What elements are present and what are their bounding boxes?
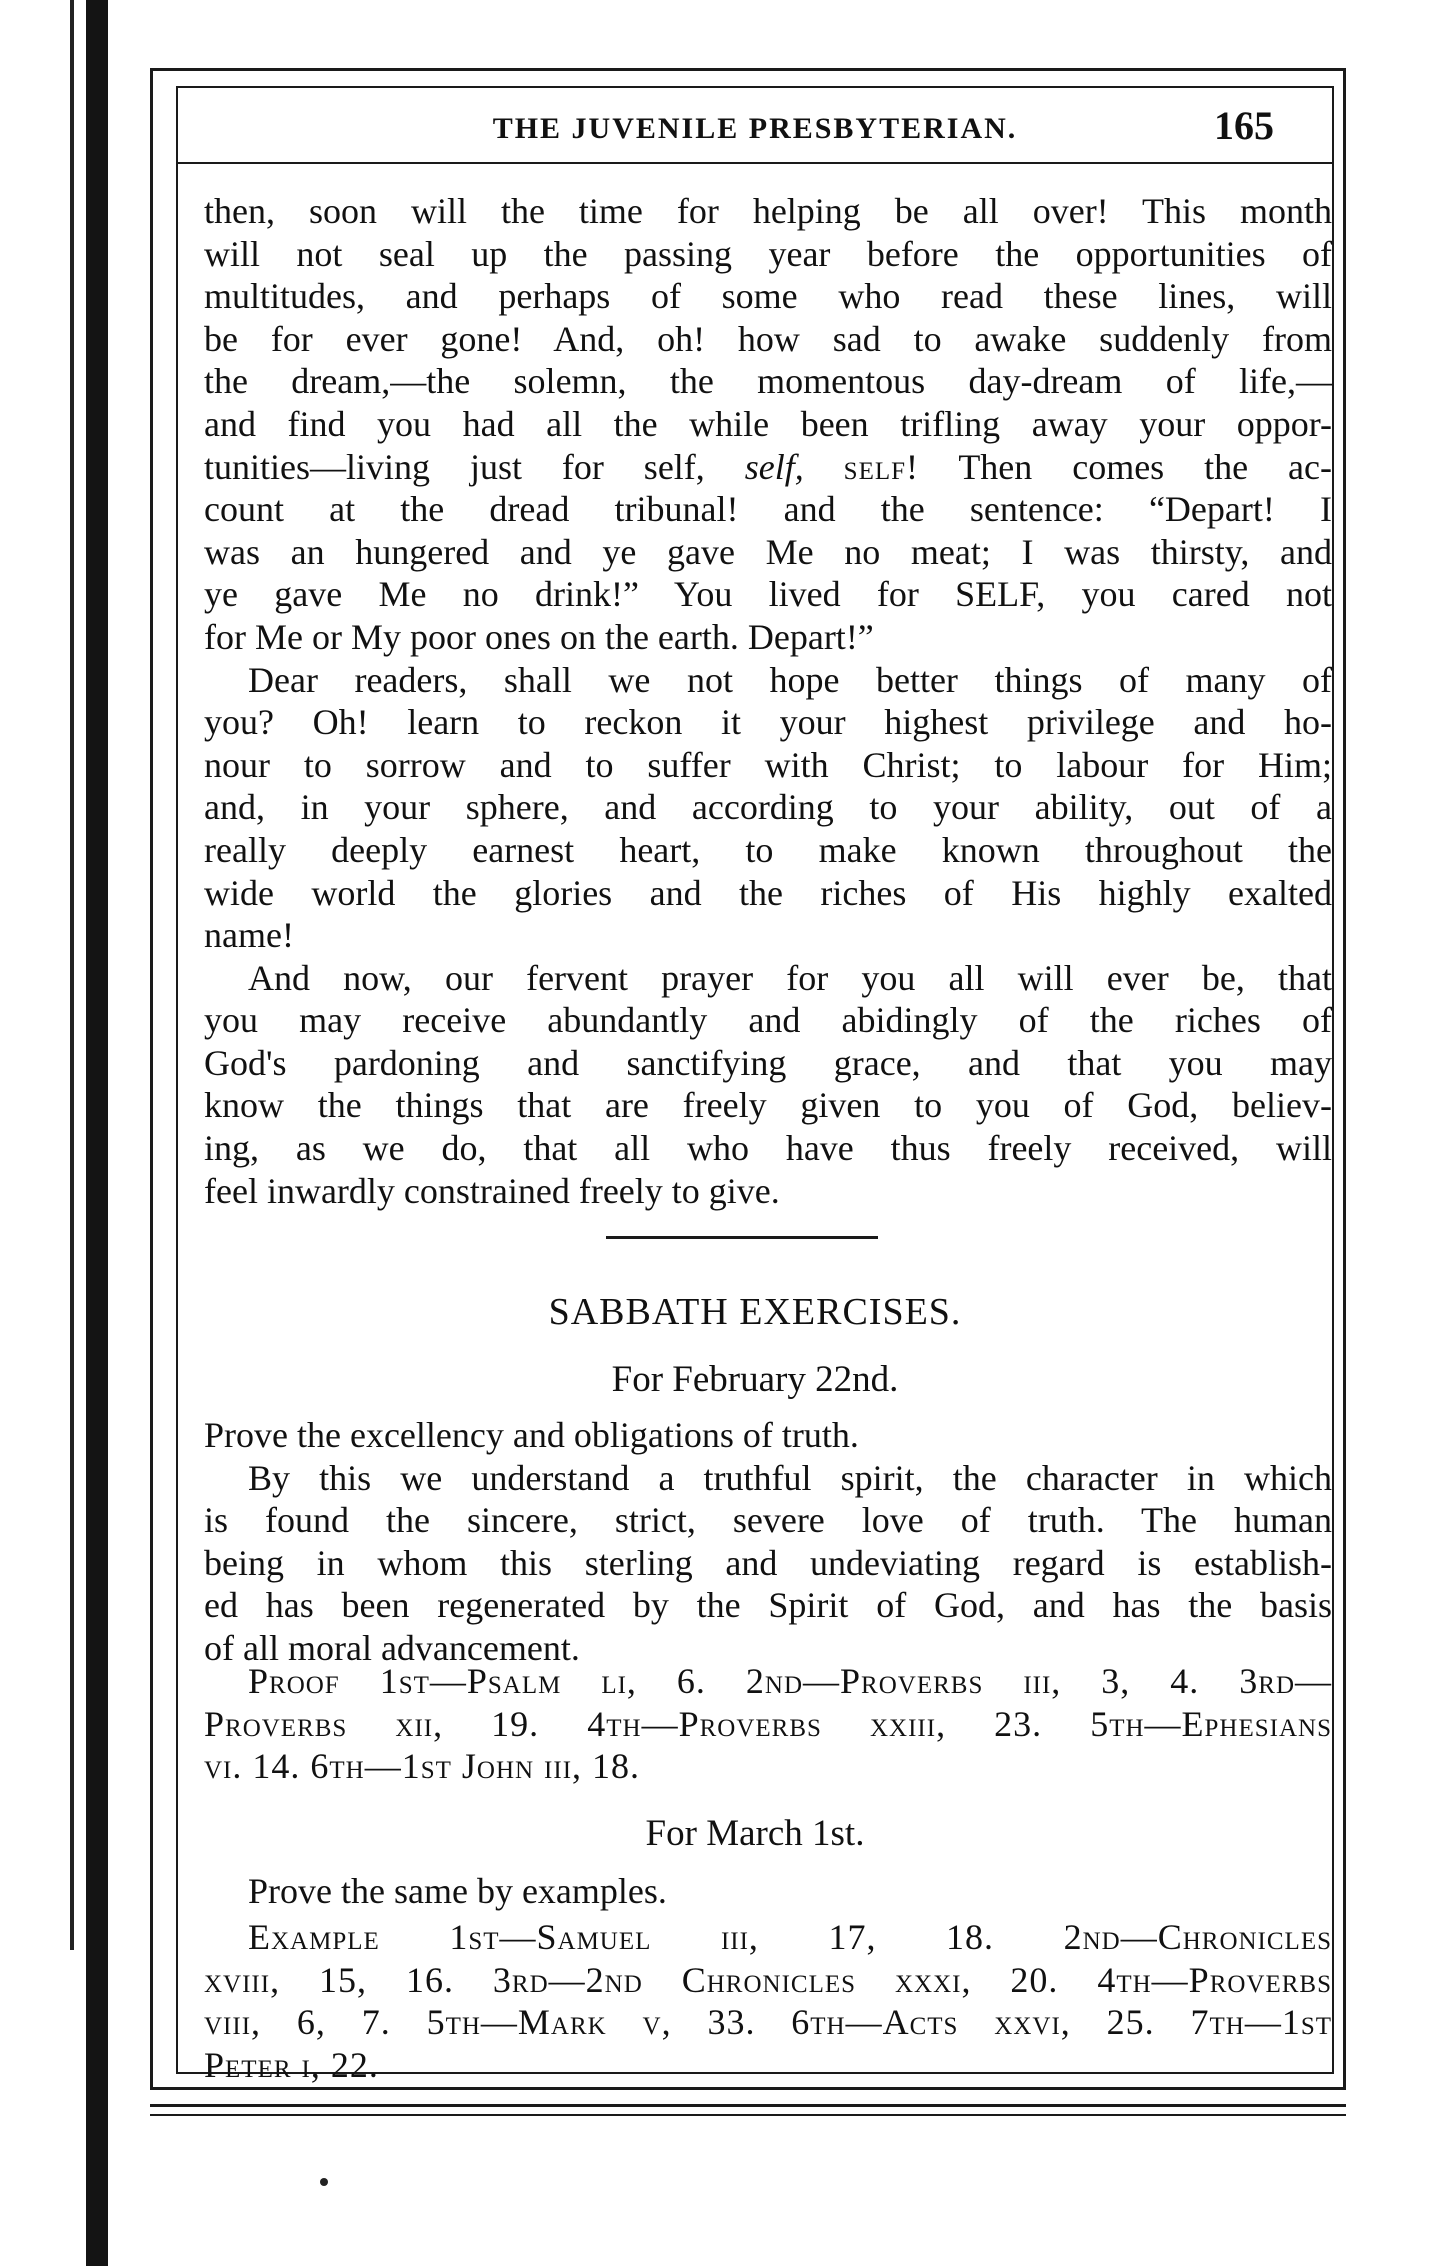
article-line: know the things that are freely given to you of God, believ- <box>204 1085 1332 1126</box>
line-tail: Then comes the ac- <box>958 446 1332 487</box>
article-line: feel inwardly constrained freely to give. <box>204 1170 780 1211</box>
example-line: Example 1st—Samuel iii, 17, 18. 2nd—Chronicles <box>248 1917 1332 1957</box>
binding-edge <box>86 0 108 2266</box>
article-body <box>204 190 1332 1212</box>
article-line: nour to sorrow and to suffer with Christ; to labour for Him; <box>204 744 1332 785</box>
topic-line: Prove the same by examples. <box>248 1871 667 1911</box>
example-references <box>204 1916 1332 2086</box>
proof-line: Proverbs xii, 19. 4th—Proverbs xxiii, 23. 5th—Ephesians <box>204 1703 1332 1744</box>
article-line: will not seal up the passing year before the opportunities of <box>204 233 1332 274</box>
bottom-rule <box>150 2104 1346 2107</box>
article-line: and find you had all the while been trifling away your oppor- <box>204 403 1332 444</box>
article-line: Dear readers, shall we not hope better things of many of <box>248 659 1332 700</box>
running-title: THE JUVENILE PRESBYTERIAN. <box>492 112 1018 145</box>
example-line: xviii, 15, 16. 3rd—2nd Chronicles xxxi, 20. 4th—Proverbs <box>204 1959 1332 2000</box>
article-line: you? Oh! learn to reckon it your highest privilege and ho- <box>204 702 1332 743</box>
article-line: the dream,—the solemn, the momentous day-dream of life,— <box>204 361 1332 402</box>
line-text: tunities—living just for self, <box>204 446 705 487</box>
bottom-rule-thin <box>150 2114 1346 2116</box>
self-caps: self! <box>843 446 920 487</box>
article-line: ye gave Me no drink!” You lived for SELF, you cared not <box>204 574 1332 615</box>
paragraph-line: of all moral advancement. <box>204 1627 580 1668</box>
proof-references <box>204 1660 1332 1788</box>
paragraph-line: being in whom this sterling and undeviating regard is establish- <box>204 1542 1332 1583</box>
exercise-feb <box>204 1414 1332 1670</box>
running-head <box>176 92 1334 164</box>
proof-line: vi. 14. 6th—1st John iii, 18. <box>204 1746 641 1787</box>
article-line: be for ever gone! And, oh! how sad to awake suddenly from <box>204 318 1332 359</box>
paragraph-line: ed has been regenerated by the Spirit of God, and has the basis <box>204 1585 1332 1626</box>
article-line: wide world the glories and the riches of His highly exalted <box>204 872 1332 913</box>
article-line: ing, as we do, that all who have thus freely received, will <box>204 1128 1332 1169</box>
article-line: you may receive abundantly and abidingly of the riches of <box>204 1000 1332 1041</box>
paragraph-line: By this we understand a truthful spirit, the character in which <box>248 1457 1332 1498</box>
article-line: and, in your sphere, and according to your ability, out of a <box>204 787 1332 828</box>
topic-line: Prove the excellency and obligations of truth. <box>204 1415 859 1455</box>
article-line: really deeply earnest heart, to make known throughout the <box>204 829 1332 870</box>
article-line: And now, our fervent prayer for you all will ever be, that <box>248 957 1332 998</box>
example-line: viii, 6, 7. 5th—Mark v, 33. 6th—Acts xxvi, 25. 7th—1st <box>204 2002 1332 2043</box>
article-line: was an hungered and ye gave Me no meat; I was thirsty, and <box>204 531 1332 572</box>
article-line: name! <box>204 915 294 956</box>
proof-line: Proof 1st—Psalm li, 6. 2nd—Proverbs iii, 3, 4. 3rd— <box>248 1661 1332 1701</box>
exercise-march <box>204 1870 1332 1913</box>
article-line: for Me or My poor ones on the earth. Depart!” <box>204 616 874 657</box>
ink-dot <box>320 2178 328 2186</box>
section-divider <box>606 1236 878 1239</box>
binding-edge-line <box>70 0 74 1950</box>
example-line: Peter i, 22. <box>204 2044 379 2085</box>
article-line: God's pardoning and sanctifying grace, and that you may <box>204 1042 1332 1083</box>
article-line: multitudes, and perhaps of some who read these lines, will <box>204 276 1332 317</box>
article-line: count at the dread tribunal! and the sentence: “Depart! I <box>204 489 1332 530</box>
date-heading: For February 22nd. <box>611 1359 899 1400</box>
article-line-self <box>204 446 1332 489</box>
article-line: then, soon will the time for helping be all over! This month <box>204 191 1332 231</box>
self-italic: self, <box>744 446 804 487</box>
date-heading: For March 1st. <box>645 1813 865 1854</box>
paragraph-line: is found the sincere, strict, severe love of truth. The human <box>204 1500 1332 1541</box>
page-number: 165 <box>1214 103 1274 148</box>
section-title: SABBATH EXERCISES. <box>548 1291 962 1333</box>
